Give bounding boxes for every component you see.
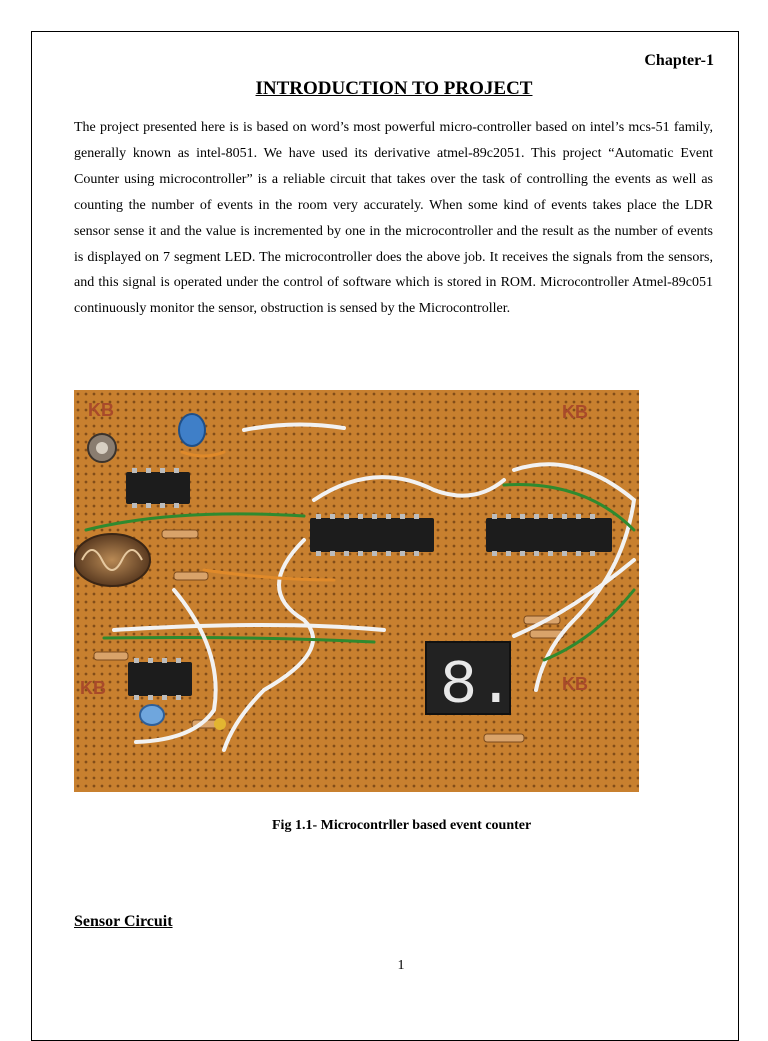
board-marking: KB: [562, 402, 588, 422]
chapter-label: Chapter-1: [644, 52, 714, 69]
ic-chip-driver: [486, 514, 612, 556]
ic-chip-small-top: [126, 468, 190, 508]
board-marking: KB: [88, 400, 114, 420]
board-marking: KB: [562, 674, 588, 694]
ic-chip-small-bottom: [128, 658, 192, 700]
board-marking: KB: [80, 678, 106, 698]
capacitor: [179, 414, 205, 446]
capacitor: [140, 705, 164, 725]
figure-caption: Fig 1.1- Microcontrller based event counter: [272, 818, 532, 833]
ic-chip-microcontroller: [310, 514, 434, 556]
section-heading: Sensor Circuit: [74, 913, 173, 930]
intro-paragraph: The project presented here is is based on word’s most powerful micro-controller based on intel’s mcs-51 family, generally known as intel-8051. We have used its derivative atmel-89c2051. This project “Automatic Event Counter using microcontroller” is a reliable circuit that takes over the task of controlling the events as well as counting the number of events in the room very accurately. When some kind of events takes place the LDR sensor sense it and the value is incremented by one in the microcontroller and the result as the number of events is displayed on 7 segment LED. The microcontroller does the above job. It receives the signals from the sensors, and this signal is operated under the control of software which is stored in ROM. Microcontroller Atmel-89c051 continuously monitor the sensor, obstruction is sensed by the Microcontroller.: [74, 120, 713, 317]
display-digit: 8.: [440, 650, 515, 721]
circuit-board-photo: [74, 390, 639, 792]
ldr-sensor: [74, 534, 150, 586]
seven-segment-display: [426, 642, 514, 721]
page-number: 1: [397, 958, 405, 973]
page-title: INTRODUCTION TO PROJECT: [255, 78, 533, 99]
